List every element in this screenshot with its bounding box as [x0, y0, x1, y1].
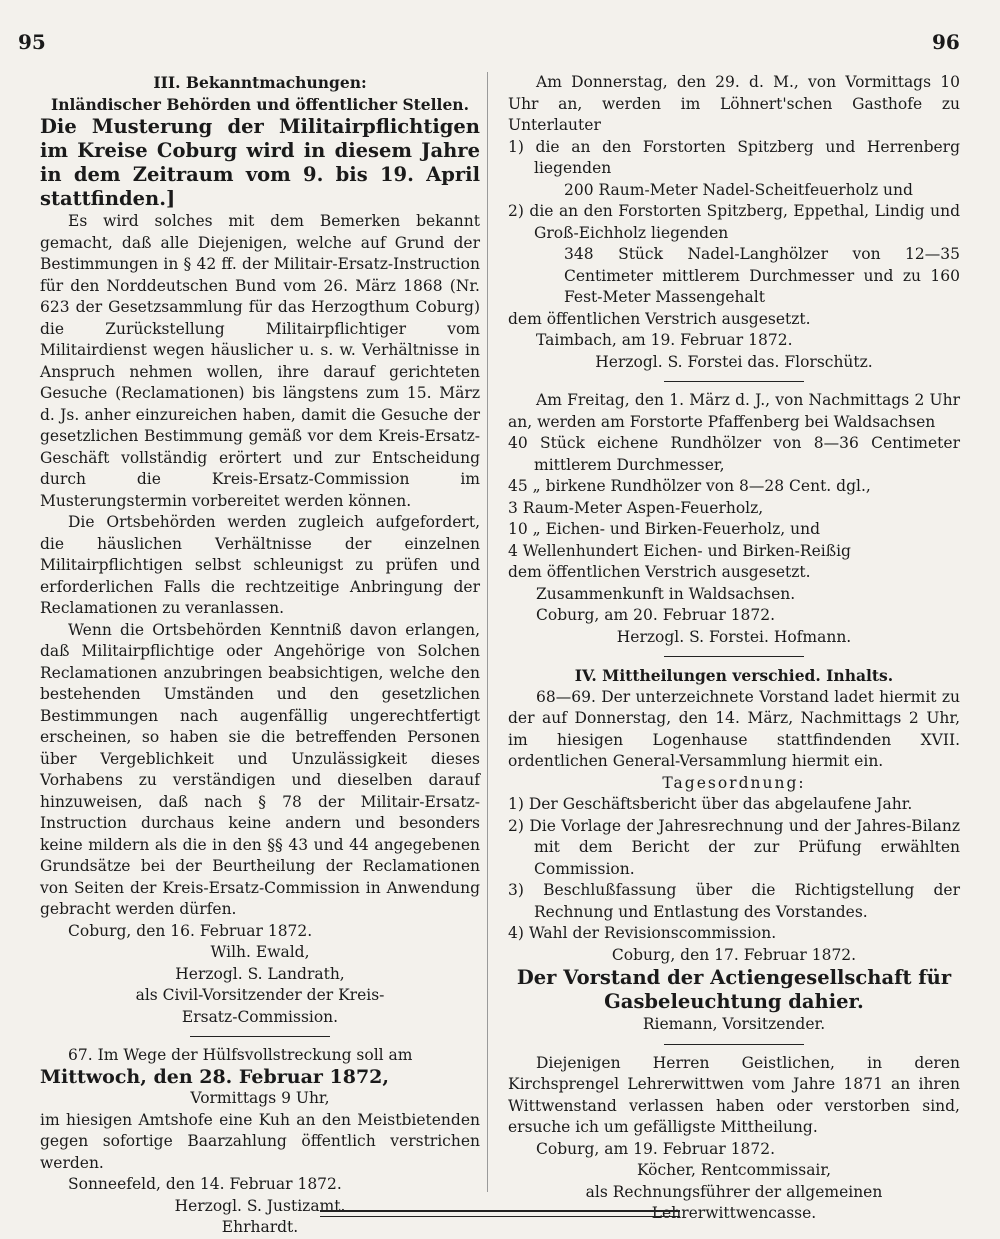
list-item: 348 Stück Nadel-Langhölzer von 12—35 Centimeter mittlerem Durchmesser und zu 160 Fest-Meter Massengehalt: [564, 245, 960, 306]
signature-title: Herzogl. S. Justizamt.: [174, 1196, 346, 1215]
dateline: Taimbach, am 19. Februar 1872.: [536, 331, 793, 349]
paragraph: 68—69. Der unterzeichnete Vorstand ladet hiermit zu der auf Donnerstag, den 14. März, Nachmittags 2 Uhr, im hiesigen Logenhause stattfindenden XVII. ordentlichen General-Versammlung hiermit ein.: [508, 687, 960, 770]
signature-title: als Civil-Vorsitzender der Kreis-: [135, 986, 385, 1004]
notice-intro: 67. Im Wege der Hülfsvollstreckung soll am: [68, 1046, 413, 1064]
paragraph: dem öffentlichen Verstrich ausgesetzt.: [508, 563, 811, 581]
paragraph: im hiesigen Amtshofe eine Kuh an den Meistbietenden gegen sofortige Baarzahlung öffentlich verstrichen werden.: [40, 1110, 480, 1172]
column-divider: [487, 72, 488, 1192]
divider: [664, 656, 804, 657]
list-item: 3 Raum-Meter Aspen-Feuerholz,: [508, 498, 764, 517]
dateline: Coburg, den 17. Februar 1872.: [611, 945, 857, 964]
organization-name: Der Vorstand der Actiengesellschaft für Gasbeleuchtung dahier.: [516, 966, 952, 1013]
list-item: 10 „ Eichen- und Birken-Feuerholz, und: [508, 520, 821, 538]
divider: [664, 381, 804, 382]
paragraph: Am Freitag, den 1. März d. J., von Nachmittags 2 Uhr an, werden am Forstorte Pfaffenberg bei Waldsachsen: [508, 391, 960, 431]
headline: Die Musterung der Militairpflichtigen im Kreise Coburg wird in diesem Jahre in dem Zeitraum vom 9. bis 19. April stattfinden.]: [40, 115, 480, 210]
dateline: Coburg, den 16. Februar 1872.: [68, 921, 313, 940]
list-item: 2) die an den Forstorten Spitzberg, Eppethal, Lindig und Groß-Eichholz liegenden: [508, 202, 960, 242]
dateline: Coburg, am 20. Februar 1872.: [536, 606, 776, 624]
signature-title: Ersatz-Commission.: [181, 1007, 339, 1026]
bottom-rule: [320, 1216, 680, 1217]
list-item: 1) die an den Forstorten Spitzberg und Herrenberg liegenden: [508, 137, 960, 177]
paragraph: Wenn die Ortsbehörden Kenntniß davon erlangen, daß Militairpflichtige oder Angehörige von Solchen Reclamationen anzubringen beabsichtigen, welche den bestehenden Umständen und den gesetzlichen Bestimmungen nach augenfällig ungerechtfertigt erscheinen, so haben sie die betreffenden Personen über Vergeblichkeit und Unzulässigkeit dieses Vorhabens zu verständigen und dieselben darauf hinzuweisen, daß nach § 78 der Militair-Ersatz-Instruction durchaus keine andern und besonders keine mildern als die in den §§ 43 und 44 angegebenen Grundsätze bei der Beurtheilung der Reclamationen von Seiten der Kreis-Ersatz-Commission in Anwendung gebracht werden dürfen.: [40, 620, 480, 918]
dateline: Coburg, am 19. Februar 1872.: [536, 1139, 776, 1158]
paragraph: Es wird solches mit dem Bemerken bekannt gemacht, daß alle Diejenigen, welche auf Grund der Bestimmungen in § 42 ff. der Militair-Ersatz-Instruction für den Norddeutschen Bund vom 26. März 1868 (Nr. 623 der Gesetzsammlung für das Herzogthum Coburg) die Zurückstellung Militairpflichtiger vom Militairdienst wegen häuslicher u. s. w. Verhältnisse in Anspruch nehmen wollen, ihre darauf gerichteten Gesuche (Reclamationen) bis längstens zum 15. März d. Js. anher einzureichen haben, damit die Gesuche der gesetzlichen Bestimmung gemäß vor dem Kreis-Ersatz-Geschäft vollständig erörtert und zur Entscheidung durch die Kreis-Ersatz-Commission im Musterungstermin vorbereitet werden können.: [40, 212, 480, 510]
notice-time: Vormittags 9 Uhr,: [190, 1089, 330, 1107]
agenda-title: Tagesordnung:: [662, 773, 806, 792]
paragraph: Die Ortsbehörden werden zugleich aufgefordert, die häuslichen Verhältnisse der einzelnen Militairpflichtigen selbst schleunigst zu prüfen und erforderlichen Falls die rechtzeitige Anbringung der Reclamationen zu veranlassen.: [40, 513, 480, 617]
signature: Herzogl. S. Forstei das. Florschütz.: [595, 352, 873, 371]
list-item: 4 Wellenhundert Eichen- und Birken-Reißig: [508, 541, 851, 560]
section-heading: III. Bekanntmachungen:: [153, 73, 367, 92]
divider: [664, 1044, 804, 1045]
signature-title: Lehrerwittwencasse.: [651, 1204, 817, 1222]
signature: Wilh. Ewald,: [210, 943, 310, 961]
agenda-item: 3) Beschlußfassung über die Richtigstellung der Rechnung und Entlastung des Vorstandes.: [508, 881, 960, 921]
paragraph: dem öffentlichen Verstrich ausgesetzt.: [508, 309, 811, 328]
agenda-item: 4) Wahl der Revisionscommission.: [508, 924, 777, 942]
dateline: Sonneefeld, den 14. Februar 1872.: [68, 1175, 342, 1193]
signature: Köcher, Rentcommissair,: [636, 1161, 832, 1179]
signature: Riemann, Vorsitzender.: [642, 1015, 826, 1033]
paragraph: Diejenigen Herren Geistlichen, in deren Kirchsprengel Lehrerwittwen vom Jahre 1871 an ihren Wittwenstand verlassen haben oder verstorben sind, ersuche ich um gefälligste Mittheilung.: [508, 1053, 960, 1136]
paragraph: Zusammenkunft in Waldsachsen.: [536, 584, 796, 603]
bottom-rule: [320, 1210, 680, 1212]
notice-date: Mittwoch, den 28. Februar 1872,: [40, 1065, 389, 1088]
signature-title: Herzogl. S. Landrath,: [175, 964, 345, 983]
divider: [190, 1036, 330, 1037]
list-item: 200 Raum-Meter Nadel-Scheitfeuerholz und: [564, 180, 913, 199]
agenda-item: 1) Der Geschäftsbericht über das abgelaufene Jahr.: [508, 795, 913, 813]
agenda-item: 2) Die Vorlage der Jahresrechnung und der Jahres-Bilanz mit dem Bericht der zur Prüfung erwählten Commission.: [508, 816, 960, 878]
signature-title: als Rechnungsführer der allgemeinen: [585, 1182, 883, 1201]
list-item: 40 Stück eichene Rundhölzer von 8—36 Centimeter mittlerem Durchmesser,: [508, 434, 960, 474]
signature: Ehrhardt.: [221, 1218, 299, 1236]
left-column: [40, 72, 480, 1239]
page-number-right: 96: [932, 30, 960, 54]
page-number-left: 95: [18, 30, 46, 54]
right-column: [508, 72, 960, 1225]
subsection-heading: Inländischer Behörden und öffentlicher Stellen.: [51, 94, 469, 114]
paragraph: Am Donnerstag, den 29. d. M., von Vormittags 10 Uhr an, werden im Löhnert'schen Gasthofe zu Unterlauter: [508, 73, 960, 134]
list-item: 45 „ birkene Rundhölzer von 8—28 Cent. dgl.,: [508, 477, 871, 495]
signature: Herzogl. S. Forstei. Hofmann.: [616, 627, 852, 646]
section-heading: IV. Mittheilungen verschied. Inhalts.: [574, 666, 894, 685]
